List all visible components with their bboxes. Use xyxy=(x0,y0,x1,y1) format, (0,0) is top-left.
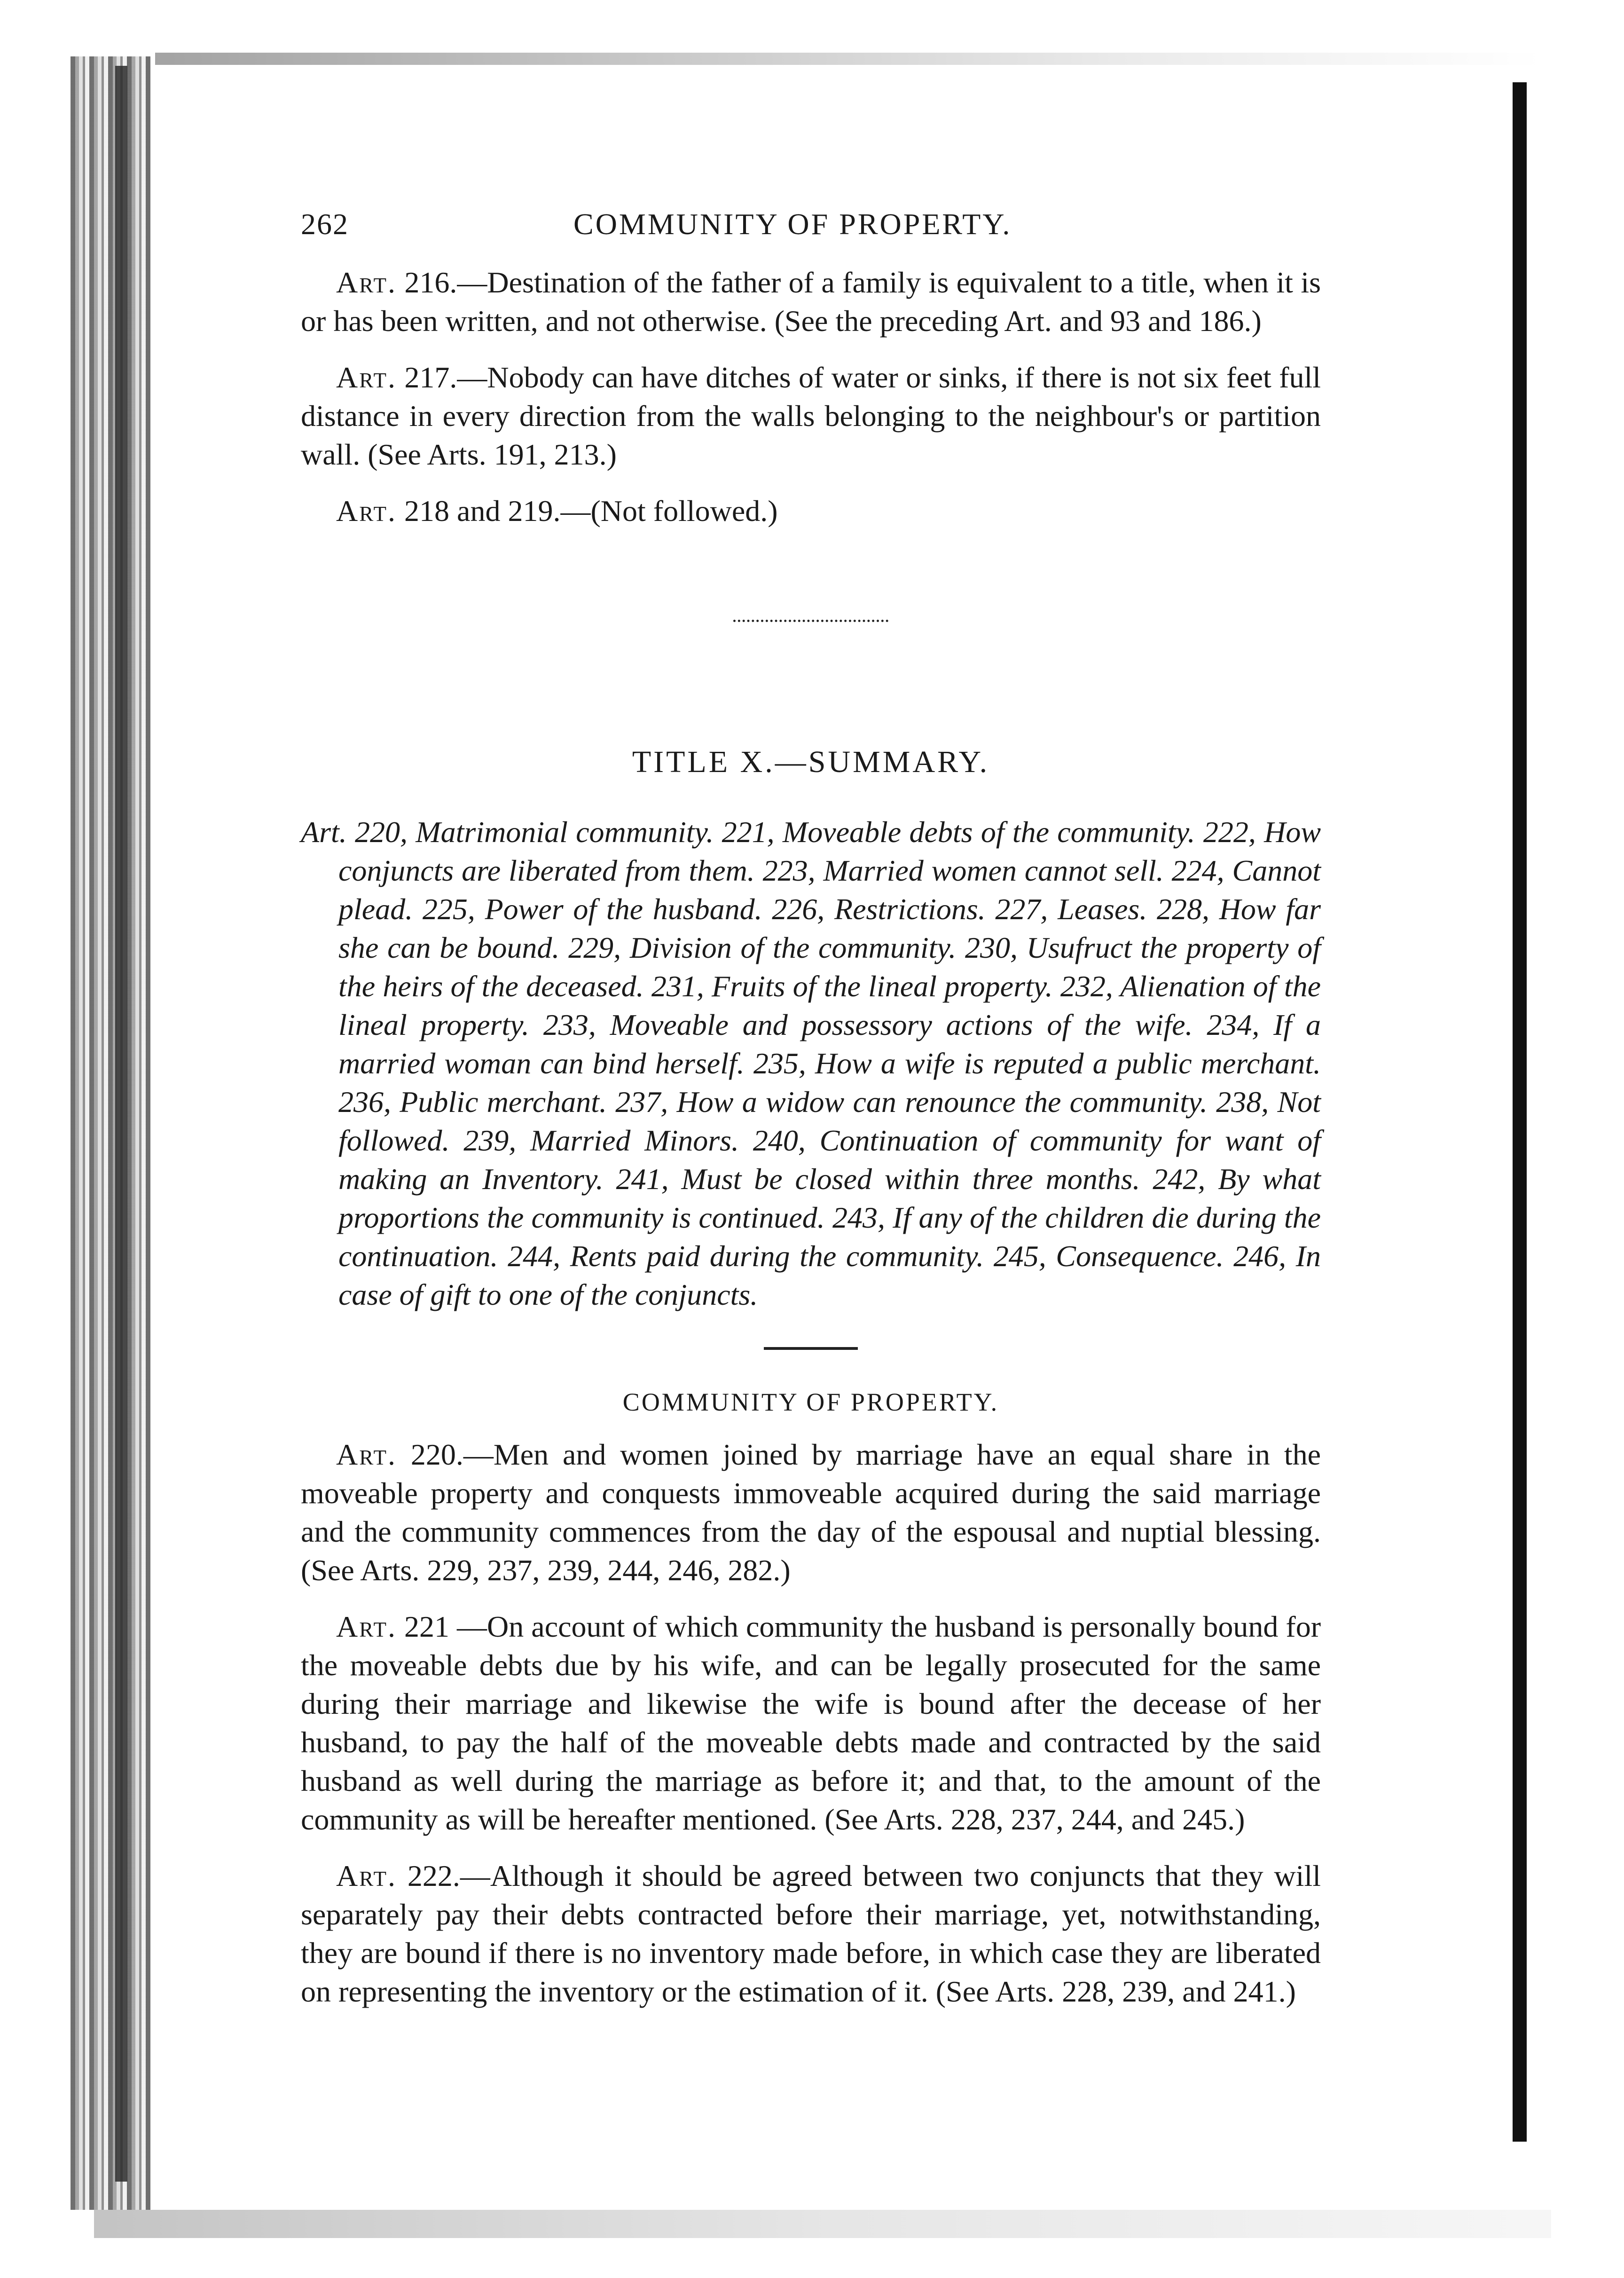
running-head xyxy=(301,202,1321,263)
running-head-title: COMMUNITY OF PROPERTY. xyxy=(573,207,1012,241)
article-222: Art. 222.—Although it should be agreed between two conjuncts that they will separately pay their debts contracted before their marriage, yet, notwithstanding, they are bound if there is no inventory made before, in which case they are liberated on representing the inventory or the estimation of it. (See Arts. 228, 239, and 241.) xyxy=(301,1859,1321,2008)
scan-right-border xyxy=(1513,82,1527,2142)
scan-binding-shadow xyxy=(115,66,127,2182)
article-220: Art. 220.—Men and women joined by marriage have an equal share in the moveable property and conquests immoveable acquired during the said marriage and the community commences from the day of the espousal and nuptial blessing. (See Arts. 229, 237, 239, 244, 246, 282.) xyxy=(301,1438,1321,1587)
section-rule xyxy=(764,1347,858,1350)
scan-top-edge xyxy=(155,53,1542,65)
page-content xyxy=(301,202,1321,2029)
page-number: 262 xyxy=(301,207,349,241)
ornamental-divider xyxy=(733,620,888,622)
title-summary: Art. 220, Matrimonial community. 221, Moveable debts of the community. 222, How conjuncts are liberated from them. 223, Married women cannot sell. 224, Cannot plead. 225, Power of the husband. 226, Restrictions. 227, Leases. 228, How far she can be bound. 229, Division of the community. 230, Usufruct the property of the heirs of the deceased. 231, Fruits of the lineal property. 232, Alienation of the lineal property. 233, Moveable and possessory actions of the wife. 234, If a married woman can bind herself. 235, How a wife is reputed a public merchant. 236, Public merchant. 237, How a widow can renounce the community. 238, Not followed. 239, Married Minors. 240, Continuation of community for want of making an Inventory. 241, Must be closed within three months. 242, By what proportions the community is continued. 243, If any of the children die during the continuation. 244, Rents paid during the community. 245, Consequence. 246, In case of gift to one of the conjuncts. xyxy=(301,815,1321,1311)
article-216: Art. 216.—Destination of the father of a family is equivalent to a title, when it is or has been written, and not otherwise. (See the preceding Art. and 93 and 186.) xyxy=(301,266,1321,338)
scan-left-edge xyxy=(71,56,150,2210)
article-221: Art. 221 —On account of which community the husband is personally bound for the moveable debts due by his wife, and can be legally prosecuted for the same during their marriage and likewise the wife is bound after the decease of her husband, to pay the half of the moveable debts made and contracted by the said husband as well during the marriage as before it; and that, to the amount of the community as will be hereafter mentioned. (See Arts. 228, 237, 244, and 245.) xyxy=(301,1610,1321,1836)
title-heading: TITLE X.—SUMMARY. xyxy=(632,745,990,779)
article-217: Art. 217.—Nobody can have ditches of water or sinks, if there is not six feet full distance in every direction from the walls belonging to the neighbour's or partition wall. (See Arts. 191, 213.) xyxy=(301,361,1321,471)
article-218-219: Art. 218 and 219.—(Not followed.) xyxy=(336,494,778,528)
section-heading: COMMUNITY OF PROPERTY. xyxy=(622,1388,999,1416)
scan-bottom-edge xyxy=(94,2210,1551,2238)
